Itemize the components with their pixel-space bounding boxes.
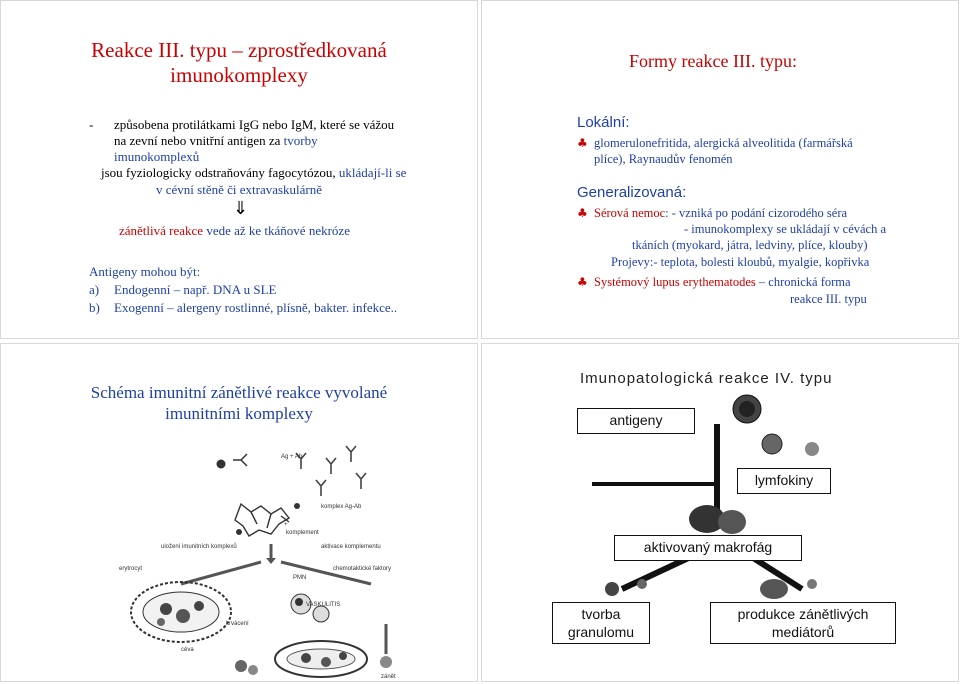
mediators-line2: mediátorů [771, 624, 835, 640]
club-bullet-icon: ♣ [577, 206, 588, 220]
serum-line4: Projevy:- teplota, bolesti kloubů, myalgie, kopřivka [611, 255, 870, 269]
box-activated-macrophage: aktivovaný makrofág [614, 535, 802, 561]
box-mediators [710, 602, 896, 644]
bullet-dash: - [89, 117, 94, 132]
slide4-title: Imunopatologická reakce IV. typu [580, 370, 833, 387]
label-activation: aktivace komplementu [321, 544, 381, 550]
slide-immune-complex-scheme [0, 343, 478, 682]
vasculitis-vessel-icon [275, 641, 367, 677]
slide-forms-type3 [481, 0, 959, 339]
item-a-text: Endogenní – např. DNA u SLE [114, 282, 277, 297]
granuloma-line1: tvorba [581, 606, 621, 622]
label-complement: komplement [286, 530, 319, 536]
macrophage-cell-icon [689, 505, 746, 534]
bleeding-icon [235, 660, 258, 675]
label-vessel: céva [181, 647, 194, 653]
label-complex: komplex Ag-Ab [321, 504, 362, 510]
immune-complex-icon [235, 504, 289, 536]
slide1-title-line2: imunokomplexy [170, 63, 308, 87]
serum-line1: Sérová nemoc: - vzniká po podání cizorodého séra [594, 206, 848, 220]
antigen-icon [217, 454, 247, 468]
label-vasculitis: VASKULITIS [306, 602, 341, 608]
slide-type4-reaction [481, 343, 959, 682]
label-bleeding: krvácení [226, 621, 249, 627]
serum-line3: tkáních (myokard, játra, ledviny, plíce, klouby) [632, 238, 868, 252]
item-a-marker: a) [89, 282, 100, 297]
sle-line2: reakce III. typu [790, 292, 867, 306]
label-deposit: uložení imunitních komplexů [161, 544, 237, 550]
box-granuloma [552, 602, 650, 644]
label-ag-ab: Ag + Ab [281, 454, 303, 460]
small-cell-icon [762, 434, 819, 456]
pmn-cell-icon [291, 594, 329, 622]
immune-complex-diagram [121, 444, 411, 680]
sle-line1: Systémový lupus erythematodes – chronická forma [594, 275, 851, 289]
box-lymphokines: lymfokiny [737, 468, 831, 494]
slide3-title-line1: Schéma imunitní zánětlivé reakce vyvolané [90, 383, 388, 402]
antibody-group-icon [296, 446, 366, 496]
down-arrow-icon: ⇓ [233, 198, 249, 219]
local-heading: Lokální: [577, 114, 630, 131]
serum-line2: - imunokomplexy se ukládají v cévách a [684, 222, 887, 236]
text-line1: způsobena protilátkami IgG nebo IgM, které se vážou [114, 117, 395, 132]
slide1-title-line1: Reakce III. typu – zprostředkovaná [91, 38, 387, 62]
slide3-title-line2: imunitními komplexy [165, 404, 313, 423]
label-chemotactic: chemotaktické faktory [333, 566, 392, 572]
club-bullet-icon: ♣ [577, 136, 588, 150]
label-plus: + [284, 522, 288, 528]
lymphocyte-cell-icon [733, 395, 761, 423]
vessel-cross-section-icon [131, 582, 231, 642]
local-line1: glomerulonefritida, alergická alveolitida (farmářská [594, 136, 853, 150]
text-line4: jsou fyziologicky odstraňovány fagocytózou, ukládají-li se [101, 165, 407, 180]
club-bullet-icon: ♣ [577, 275, 588, 289]
antigens-heading: Antigeny mohou být: [89, 264, 201, 279]
inflammation-icon [380, 656, 392, 668]
item-b-text: Exogenní – alergeny rostlinné, plísně, bakter. infekce.. [114, 300, 398, 315]
local-line2: plíce), Raynaudův fenomén [594, 152, 733, 166]
item-b-marker: b) [89, 300, 100, 315]
slide-type3-reaction [0, 0, 478, 339]
label-pmn: PMN [293, 575, 307, 581]
text-line6: zánětlivá reakce vede až ke tkáňové nekróze [119, 223, 350, 238]
box-antigens: antigeny [577, 408, 695, 434]
granuloma-line2: granulomu [567, 624, 635, 640]
label-inflammation: zánět [381, 674, 396, 680]
text-line3: imunokomplexů [114, 149, 200, 164]
text-line2: na zevní nebo vnitřní antigen za tvorby [114, 133, 318, 148]
text-tvorby: tvorby [283, 133, 318, 148]
label-erythrocyte: erytrocyt [119, 566, 143, 572]
slide2-title: Formy reakce III. typu: [629, 51, 797, 71]
general-heading: Generalizovaná: [577, 184, 687, 201]
text-line5: v cévní stěně či extravaskulárně [156, 182, 323, 197]
text-ukladaji: ukládají-li se [338, 165, 407, 180]
mediators-line1: produkce zánětlivých [737, 606, 869, 622]
